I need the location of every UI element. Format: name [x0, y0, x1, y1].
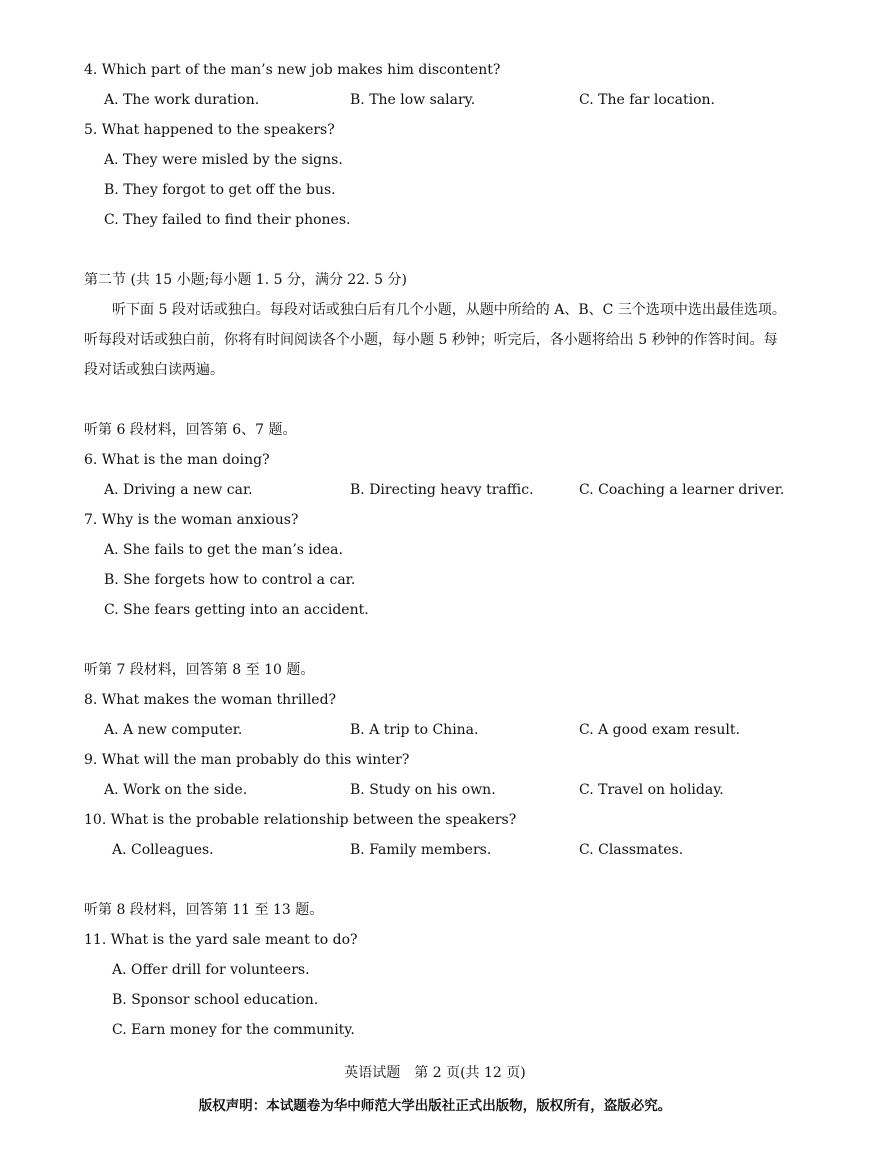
question-9-option-a: A. Work on the side. — [104, 782, 248, 798]
question-4-option-a: A. The work duration. — [104, 92, 260, 108]
section-2-title: 第二节 (共 15 小题;每小题 1. 5 分，满分 22. 5 分) — [84, 272, 407, 288]
question-7-option-b: B. She forgets how to control a car. — [104, 572, 356, 588]
question-8-option-a: A. A new computer. — [104, 722, 243, 738]
question-6-option-b: B. Directing heavy traffic. — [350, 482, 534, 498]
passage-7-intro: 听第 7 段材料，回答第 8 至 10 题。 — [84, 662, 315, 678]
question-11-stem: 11. What is the yard sale meant to do? — [84, 932, 358, 948]
question-8-stem: 8. What makes the woman thrilled? — [84, 692, 337, 708]
question-10-option-a: A. Colleagues. — [112, 842, 214, 858]
page-footer-label: 英语试题 第 2 页(共 12 页) — [344, 1065, 526, 1081]
question-9-stem: 9. What will the man probably do this winter? — [84, 752, 410, 768]
question-6-stem: 6. What is the man doing? — [84, 452, 270, 468]
question-8-option-c: C. A good exam result. — [579, 722, 740, 738]
copyright-label: 版权声明： — [198, 1098, 267, 1114]
question-8-option-b: B. A trip to China. — [350, 722, 479, 738]
question-9-option-b: B. Study on his own. — [350, 782, 496, 798]
question-5-option-b: B. They forgot to get off the bus. — [104, 182, 336, 198]
question-4-option-c: C. The far location. — [579, 92, 715, 108]
question-5-option-a: A. They were misled by the signs. — [104, 152, 343, 168]
question-4-stem: 4. Which part of the man’s new job makes him discontent? — [84, 62, 501, 78]
question-7-option-a: A. She fails to get the man’s idea. — [104, 542, 343, 558]
passage-8-intro: 听第 8 段材料，回答第 11 至 13 题。 — [84, 902, 324, 918]
question-11-option-a: A. Offer drill for volunteers. — [112, 962, 310, 978]
question-10-stem: 10. What is the probable relationship between the speakers? — [84, 812, 517, 828]
question-11-option-c: C. Earn money for the community. — [112, 1022, 355, 1038]
passage-6-intro: 听第 6 段材料，回答第 6、7 题。 — [84, 422, 297, 438]
question-10-option-c: C. Classmates. — [579, 842, 684, 858]
question-5-option-c: C. They failed to find their phones. — [104, 212, 351, 228]
question-4-option-b: B. The low salary. — [350, 92, 476, 108]
copyright-notice — [0, 1096, 870, 1116]
question-5-stem: 5. What happened to the speakers? — [84, 122, 335, 138]
copyright-text: 本试题卷为华中师范大学出版社正式出版物，版权所有，盗版必究。 — [266, 1098, 672, 1114]
section-2-directions: 听下面 5 段对话或独白。每段对话或独白后有几个小题，从题中所给的 A、B、C 三个选项中选出最佳选项。听每段对话或独白前，你将有时间阅读各个小题，每小题 5 秒钟；听完后，各小题将给出 5 秒钟的作答时间。每段对话或独白读两遍。 — [84, 302, 786, 378]
question-7-option-c: C. She fears getting into an accident. — [104, 602, 369, 618]
question-9-option-c: C. Travel on holiday. — [579, 782, 724, 798]
question-7-stem: 7. Why is the woman anxious? — [84, 512, 299, 528]
question-6-option-a: A. Driving a new car. — [104, 482, 253, 498]
question-11-option-b: B. Sponsor school education. — [112, 992, 319, 1008]
question-10-option-b: B. Family members. — [350, 842, 492, 858]
question-6-option-c: C. Coaching a learner driver. — [579, 482, 785, 498]
